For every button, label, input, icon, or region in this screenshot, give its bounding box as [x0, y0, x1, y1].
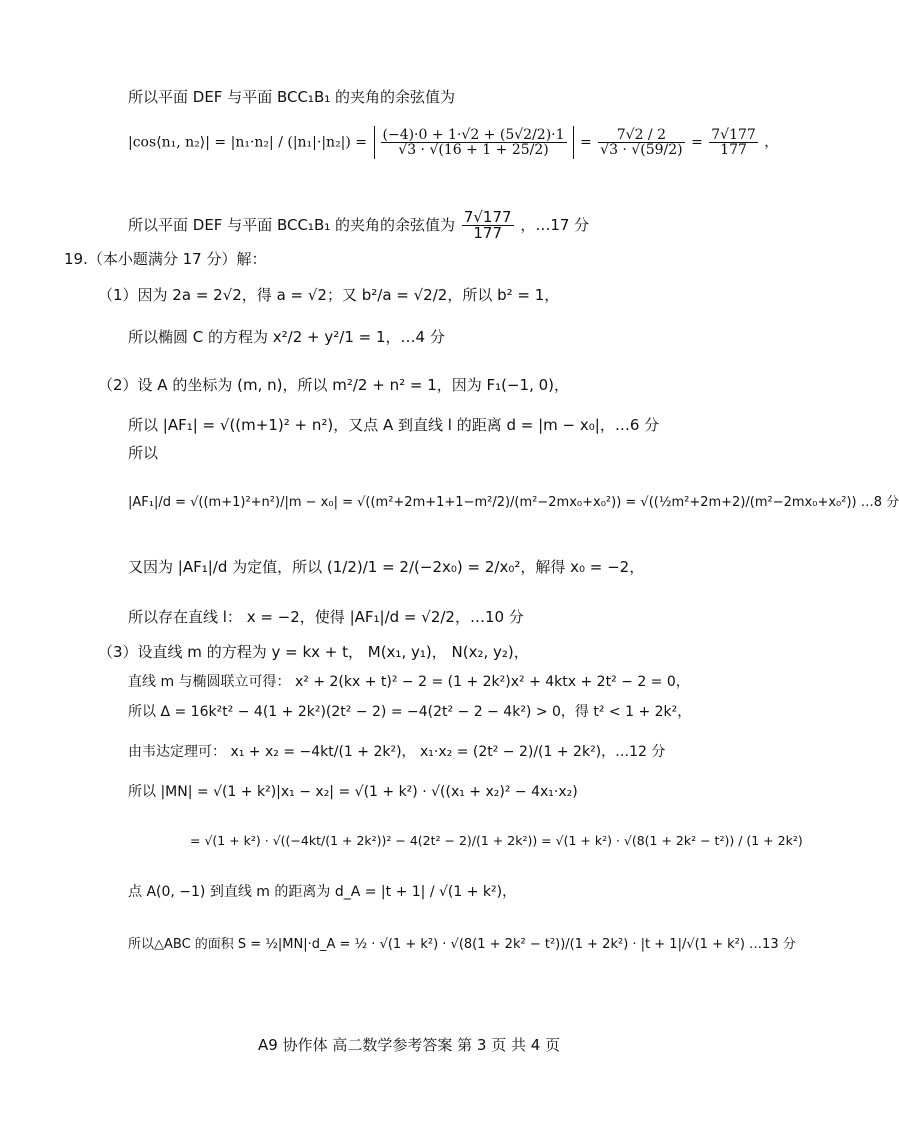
page-footer: A9 协作体 高二数学参考答案 第 3 页 共 4 页: [258, 1036, 561, 1054]
cos-frac-2-den: √3 · √(59/2): [600, 142, 683, 158]
part2-line6: 所以存在直线 l： x = −2，使得 |AF₁|/d = √2/2，…10 分: [128, 608, 524, 626]
part3-line7: 点 A(0, −1) 到直线 m 的距离为 d_A = |t + 1| / √(1 + k²)，: [128, 884, 517, 900]
part2-line3: 所以: [128, 444, 159, 462]
part2-line5: 又因为 |AF₁|/d 为定值，所以 (1/2)/1 = 2/(−2x₀) = 2/x₀²，解得 x₀ = −2，: [128, 558, 645, 576]
part1-line2: 所以椭圆 C 的方程为 x²/2 + y²/1 = 1，…4 分: [128, 328, 445, 346]
answer-frac-den: 177: [462, 225, 514, 241]
score-17: ，…17 分: [520, 216, 590, 234]
cos-frac-1-num: (−4)·0 + 1·√2 + (5√2/2)·1: [382, 127, 565, 143]
cos-frac-2: [598, 128, 684, 157]
cos-frac-3-num: 7√177: [711, 127, 756, 143]
text-line-1: 所以平面 DEF 与平面 BCC₁B₁ 的夹角的余弦值为: [128, 88, 456, 106]
part2-line2: 所以 |AF₁| = √((m+1)² + n²)，又点 A 到直线 l 的距离 d = |m − x₀|，…6 分: [128, 416, 660, 434]
answer-frac-num: 7√177: [463, 208, 512, 226]
part1-line1: （1）因为 2a = 2√2，得 a = √2；又 b²/a = √2/2，所以 b² = 1，: [98, 286, 560, 304]
cos-frac-1-den: √3 · √(16 + 1 + 25/2): [381, 142, 567, 157]
text-line-3: [128, 210, 589, 241]
part3-line1: （3）设直线 m 的方程为 y = kx + t， M(x₁, y₁)， N(x₂, y₂)，: [98, 643, 529, 661]
part3-line6: = √(1 + k²) · √((−4kt/(1 + 2k²))² − 4(2t² − 2)/(1 + 2k²)) = √(1 + k²) · √(8(1 + 2k² − t²)) / (1 + 2k²): [190, 833, 803, 848]
cos-frac-2-num: 7√2 / 2: [616, 127, 667, 143]
cos-formula-lhs: |cos⟨n₁, n₂⟩| = |n₁·n₂| / (|n₁|·|n₂|) =: [128, 134, 368, 151]
text-line-3-body: 所以平面 DEF 与平面 BCC₁B₁ 的夹角的余弦值为: [128, 216, 456, 234]
part3-line2: 直线 m 与椭圆联立可得： x² + 2(kx + t)² − 2 = (1 + 2k²)x² + 4ktx + 2t² − 2 = 0，: [128, 674, 690, 690]
part3-line5: 所以 |MN| = √(1 + k²)|x₁ − x₂| = √(1 + k²) · √((x₁ + x₂)² − 4x₁·x₂): [128, 784, 578, 800]
cos-frac-1: [374, 126, 574, 159]
answer-frac: [462, 210, 514, 241]
cos-formula-row: |cos⟨n₁, n₂⟩| = |n₁·n₂| / (|n₁|·|n₂|) = $\frac{(-4)\cdot 0 + 1\cdot√2 + (5√2/2)\cdot 1}{√3 \cdot √(16 + 1 + 25/2)}$ = $\frac{7√2 / 2}{√3 \cdot √(59/2)}$ = $\frac{7√177}{177}$ ，: [128, 127, 779, 158]
cos-frac-3: [709, 128, 758, 157]
part2-line1: （2）设 A 的坐标为 (m, n)，所以 m²/2 + n² = 1，因为 F₁(−1, 0)，: [98, 376, 570, 394]
part2-line4: |AF₁|/d = √((m+1)²+n²)/|m − x₀| = √((m²+2m+1+1−m²/2)/(m²−2mx₀+x₀²)) = √((½m²+2m+2)/(m²−2mx₀+x₀²)) …8 分: [128, 495, 899, 510]
question-19-header: 19.（本小题满分 17 分）解：: [64, 250, 267, 268]
cos-frac-3-den: 177: [709, 142, 758, 157]
part3-line3: 所以 Δ = 16k²t² − 4(1 + 2k²)(2t² − 2) = −4(2t² − 2 − 4k²) > 0，得 t² < 1 + 2k²，: [128, 704, 692, 720]
part3-line8: 所以△ABC 的面积 S = ½|MN|·d_A = ½ · √(1 + k²) · √(8(1 + 2k² − t²))/(1 + 2k²) · |t + 1|/√(1 + k²) …13 分: [128, 937, 796, 952]
part3-line4: 由韦达定理可： x₁ + x₂ = −4kt/(1 + 2k²)， x₁·x₂ = (2t² − 2)/(1 + 2k²)，…12 分: [128, 744, 666, 760]
